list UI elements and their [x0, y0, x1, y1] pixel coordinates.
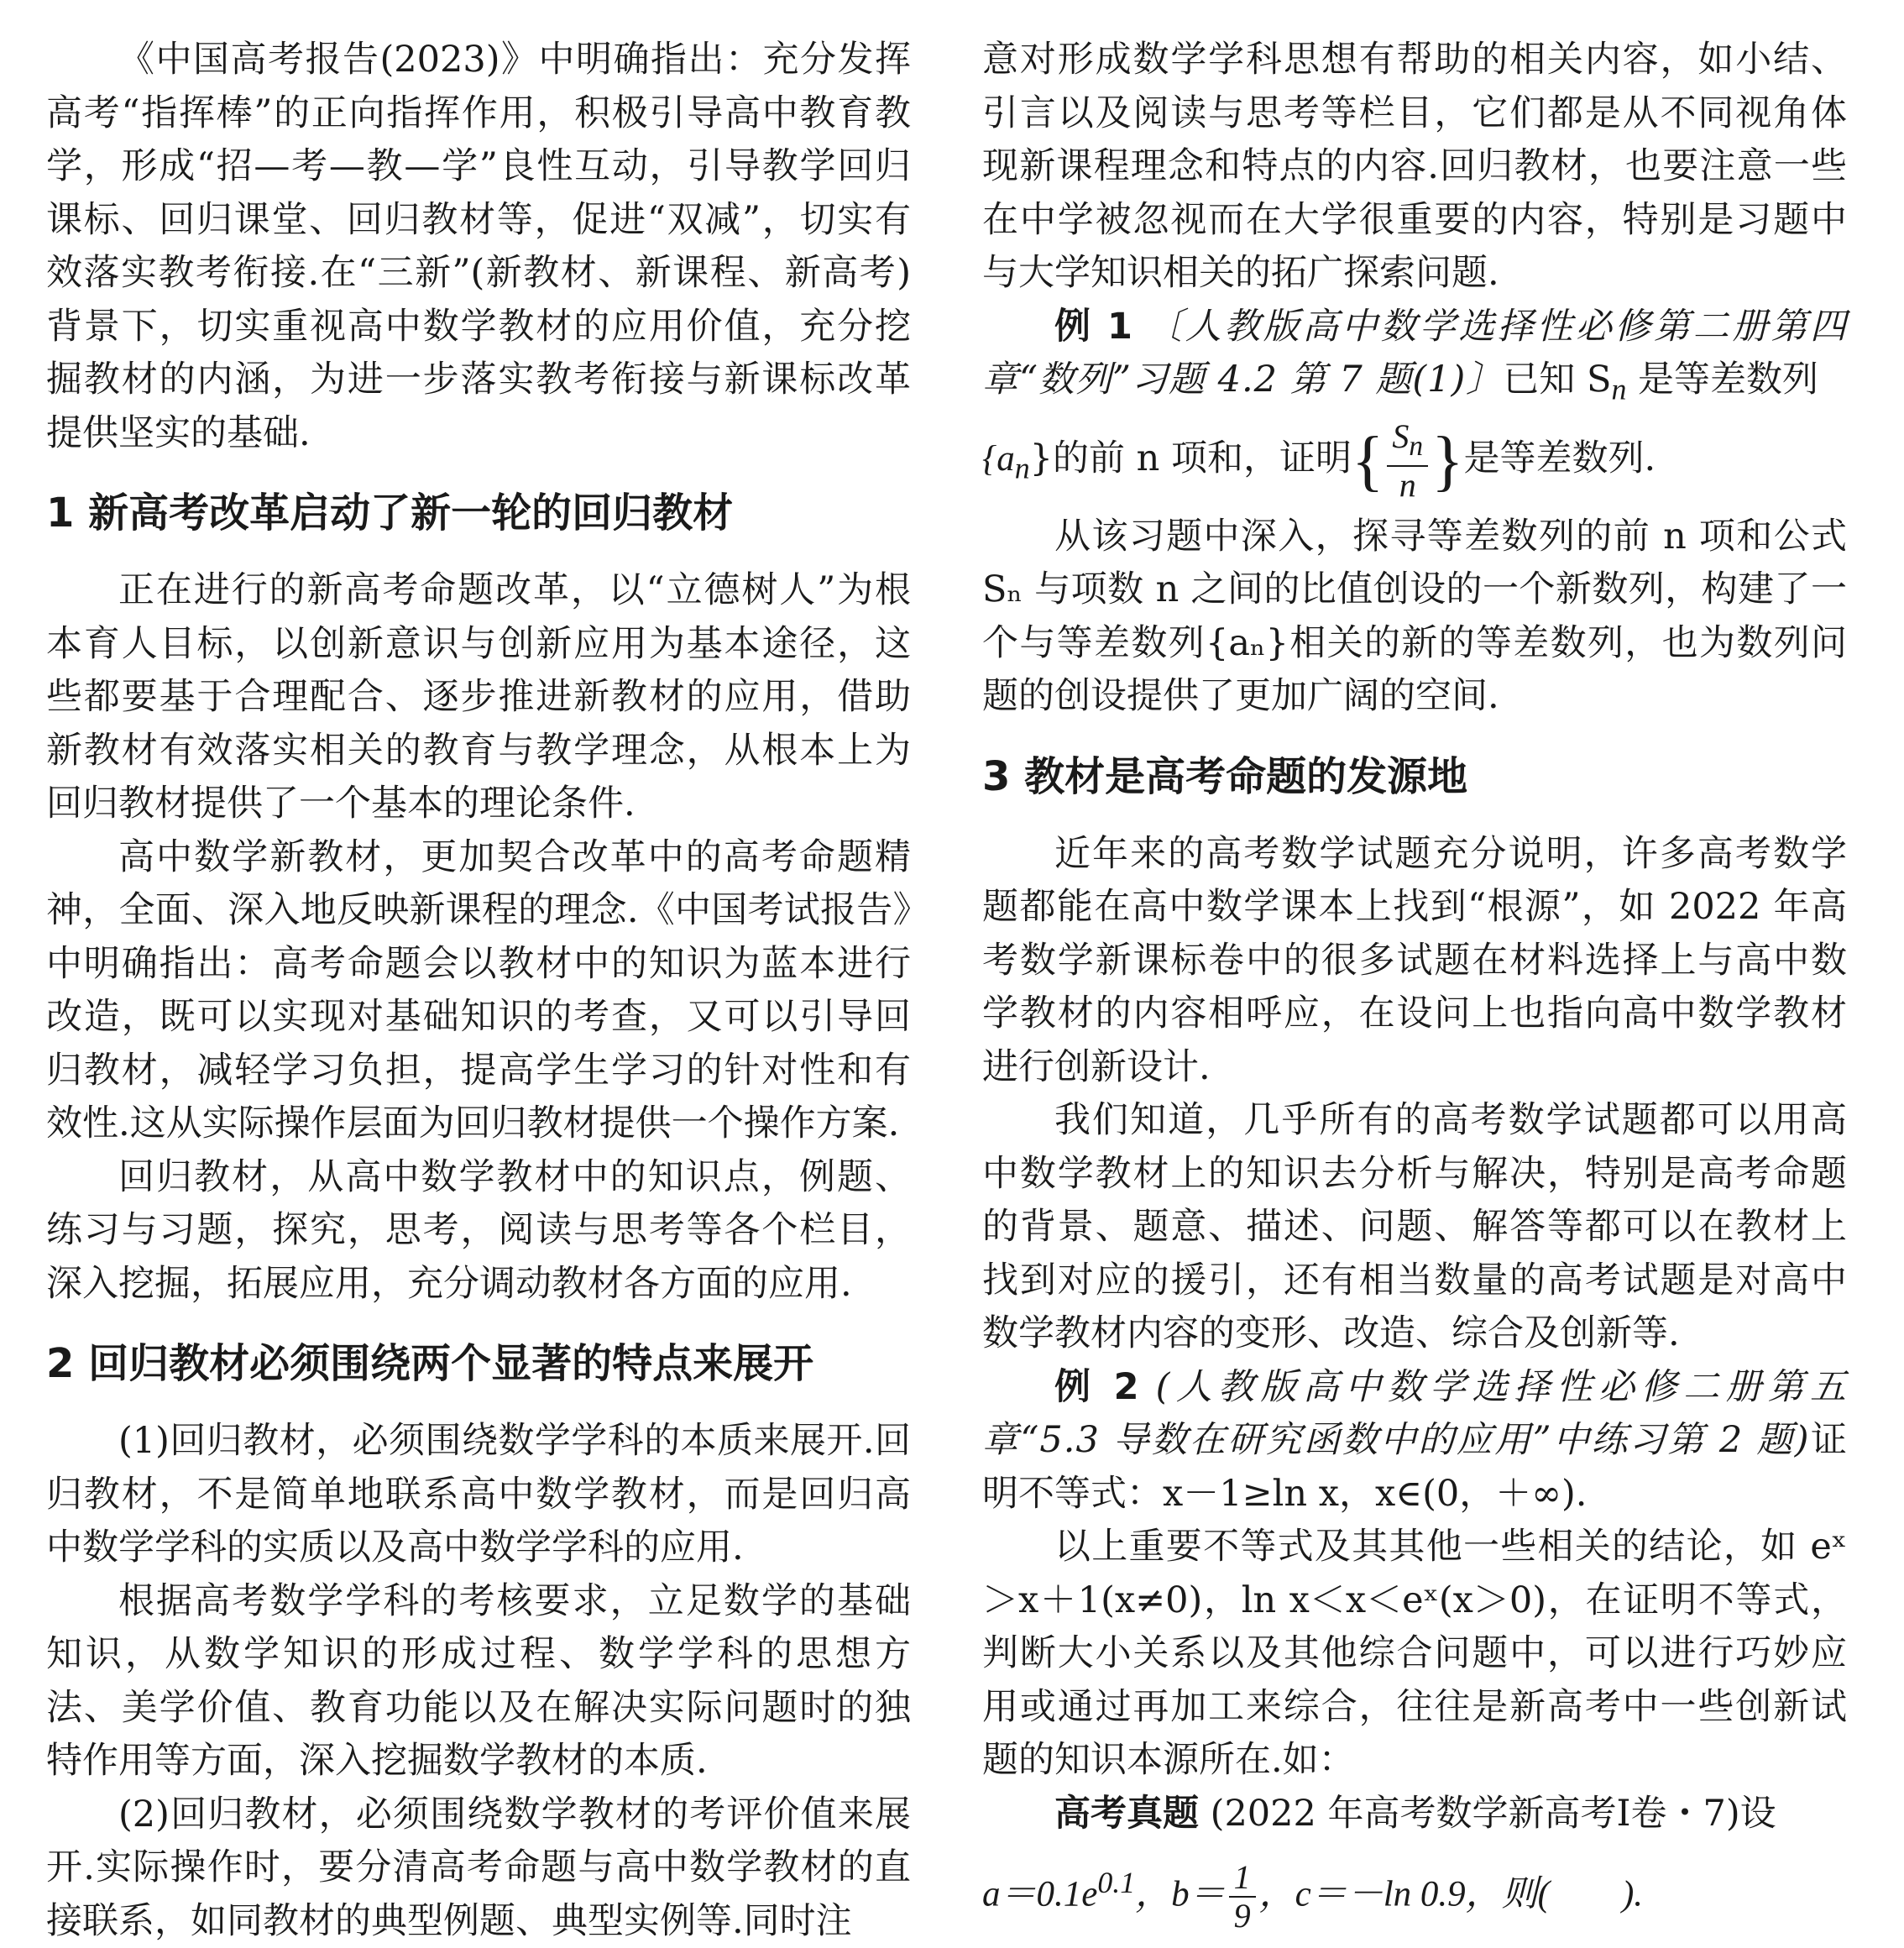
one-ninth-fraction — [1229, 1859, 1256, 1935]
section-3-paragraph-2: 我们知道，几乎所有的高考数学试题都可以用高中数学教材上的知识去分析与解决，特别是高考命题的背景、题意、描述、问题、解答等都可以在教材上找到对应的援引，还有相当数量的高考试题是对高中数学教材内容的变形、改造、综合及创新等. — [982, 1094, 1847, 1361]
section-3-paragraph-1: 近年来的高考数学试题充分说明，许多高考数学题都能在高中数学课本上找到“根源”，如 2022 年高考数学新课标卷中的很多试题在材料选择上与高中数学教材的内容相呼应，在设问上也指向高中数学教材进行创新设计. — [982, 828, 1847, 1095]
left-column — [46, 34, 911, 1948]
section-heading-3: 3 教材是高考命题的发源地 — [982, 747, 1847, 806]
section-2-paragraph-1: (1)回归教材，必须围绕数学学科的本质来展开.回归教材，不是简单地联系高中数学教材，而是回归高中数学学科的实质以及高中数学学科的应用. — [46, 1415, 911, 1575]
section-3-paragraph-3: 以上重要不等式及其其他一些相关的结论，如 eˣ＞x＋1(x≠0)，ln x＜x＜eˣ(x＞0)，在证明不等式，判断大小关系以及其他综合问题中，可以进行巧妙应用或通过再加工来综合，往往是新高考中一些创新试题的知识本源所在.如： — [982, 1521, 1847, 1788]
gaokao-c: ，c＝－ln 0.9，则( ). — [1259, 1875, 1643, 1914]
gaokao-fraction-denominator: 9 — [1229, 1898, 1256, 1935]
right-column — [982, 34, 1847, 1937]
section-1-paragraph-2: 高中数学新教材，更加契合改革中的高考命题精神，全面、深入地反映新课程的理念.《中国考试报告》中明确指出：高考命题会以教材中的知识为蓝本进行改造，既可以实现对基础知识的考查，又可以引导回归教材，减轻学习负担，提高学生学习的针对性和有效性.这从实际操作层面为回归教材提供一个操作方案. — [46, 831, 911, 1151]
gaokao-source: (2022 年高考数学新高考Ⅰ卷・7)设 — [1211, 1793, 1776, 1835]
example-2 — [982, 1361, 1847, 1521]
gaokao-label: 高考真题 — [1054, 1793, 1199, 1835]
example-1-source: 〔人教版高中数学选择性必修第二册第四章“数列”习题 4.2 第 7 题(1)〕 — [982, 306, 1847, 401]
section-1-paragraph-3: 回归教材，从高中数学教材中的知识点，例题、练习与习题，探究，思考，阅读与思考等各个栏目，深入挖掘，拓展应用，充分调动教材各方面的应用. — [46, 1151, 911, 1312]
section-1-paragraph-1: 正在进行的新高考命题改革，以“立德树人”为根本育人目标，以创新意识与创新应用为基本途径，这些都要基于合理配合、逐步推进新教材的应用，借助新教材有效落实相关的教育与教学理念，从根本上为回归教材提供了一个基本的理论条件. — [46, 564, 911, 831]
example-1-subscript: n — [1611, 373, 1626, 406]
example-1-subscript-2: n — [1015, 452, 1030, 485]
sn-over-n-fraction — [1387, 418, 1428, 504]
gaokao-fraction-numerator: 1 — [1229, 1859, 1256, 1898]
example-2-label: 例 2 — [1054, 1366, 1139, 1408]
example-1-text-c: {a — [982, 439, 1015, 479]
fraction-denominator: n — [1387, 467, 1428, 504]
gaokao-exponent: 0.1 — [1097, 1866, 1135, 1899]
section-2-paragraph-3: (2)回归教材，必须围绕数学教材的考评价值来展开.实际操作时，要分清高考命题与高中数学教材的直接联系，如同教材的典型例题、典型实例等.同时注 — [46, 1788, 911, 1948]
example-1-discussion: 从该习题中深入，探寻等差数列的前 n 项和公式 Sₙ 与项数 n 之间的比值创设的一个新数列，构建了一个与等差数列{aₙ}相关的新的等差数列，也为数列问题的创设提供了更加广阔的空间. — [982, 511, 1847, 724]
intro-paragraph: 《中国高考报告(2023)》中明确指出：充分发挥高考“指挥棒”的正向指挥作用，积极引导高中教育教学，形成“招—考—教—学”良性互动，引导教学回归课标、回归课堂、回归教材等，促进“双减”，切实有效落实教考衔接.在“三新”(新教材、新课程、新高考)背景下，切实重视高中数学教材的应用价值，充分挖掘教材的内涵，为进一步落实教考衔接与新课标改革提供坚实的基础. — [46, 34, 911, 460]
gaokao-a: a＝0.1e — [982, 1875, 1097, 1914]
section-2-paragraph-2: 根据高考数学学科的考核要求，立足数学的基础知识，从数学知识的形成过程、数学学科的思想方法、美学价值、教育功能以及在解决实际问题时的独特作用等方面，深入挖掘数学教材的本质. — [46, 1575, 911, 1788]
left-brace: { — [1352, 424, 1384, 498]
example-1-text-a: 已知 S — [1503, 359, 1611, 401]
gaokao-b: ，b＝ — [1135, 1875, 1226, 1914]
example-1-text-e: 是等差数列. — [1464, 437, 1656, 479]
example-1-line-2 — [982, 416, 1847, 511]
example-1-label: 例 1 — [1054, 306, 1132, 348]
example-1-text-b: 是等差数列 — [1626, 359, 1818, 401]
example-1-text-d: }的前 n 项和，证明 — [1030, 437, 1352, 479]
section-heading-1: 1 新高考改革启动了新一轮的回归教材 — [46, 484, 911, 542]
example-2-source: (人教版高中数学选择性必修二册第五章“5.3 导数在研究函数中的应用”中练习第 2 题) — [982, 1366, 1847, 1462]
gaokao-problem — [982, 1788, 1847, 1841]
right-brace: } — [1431, 424, 1463, 498]
example-1 — [982, 301, 1847, 417]
gaokao-expression — [982, 1841, 1847, 1936]
continued-paragraph: 意对形成数学学科思想有帮助的相关内容，如小结、引言以及阅读与思考等栏目，它们都是从不同视角体现新课程理念和特点的内容.回归教材，也要注意一些在中学被忽视而在大学很重要的内容，特别是习题中与大学知识相关的拓广探索问题. — [982, 34, 1847, 301]
section-heading-2: 2 回归教材必须围绕两个显著的特点来展开 — [46, 1334, 911, 1393]
example-2-text: 证明不等式：x－1≥ln x，x∈(0，＋∞). — [982, 1419, 1847, 1515]
fraction-numerator: $S_n$ — [1387, 418, 1428, 467]
